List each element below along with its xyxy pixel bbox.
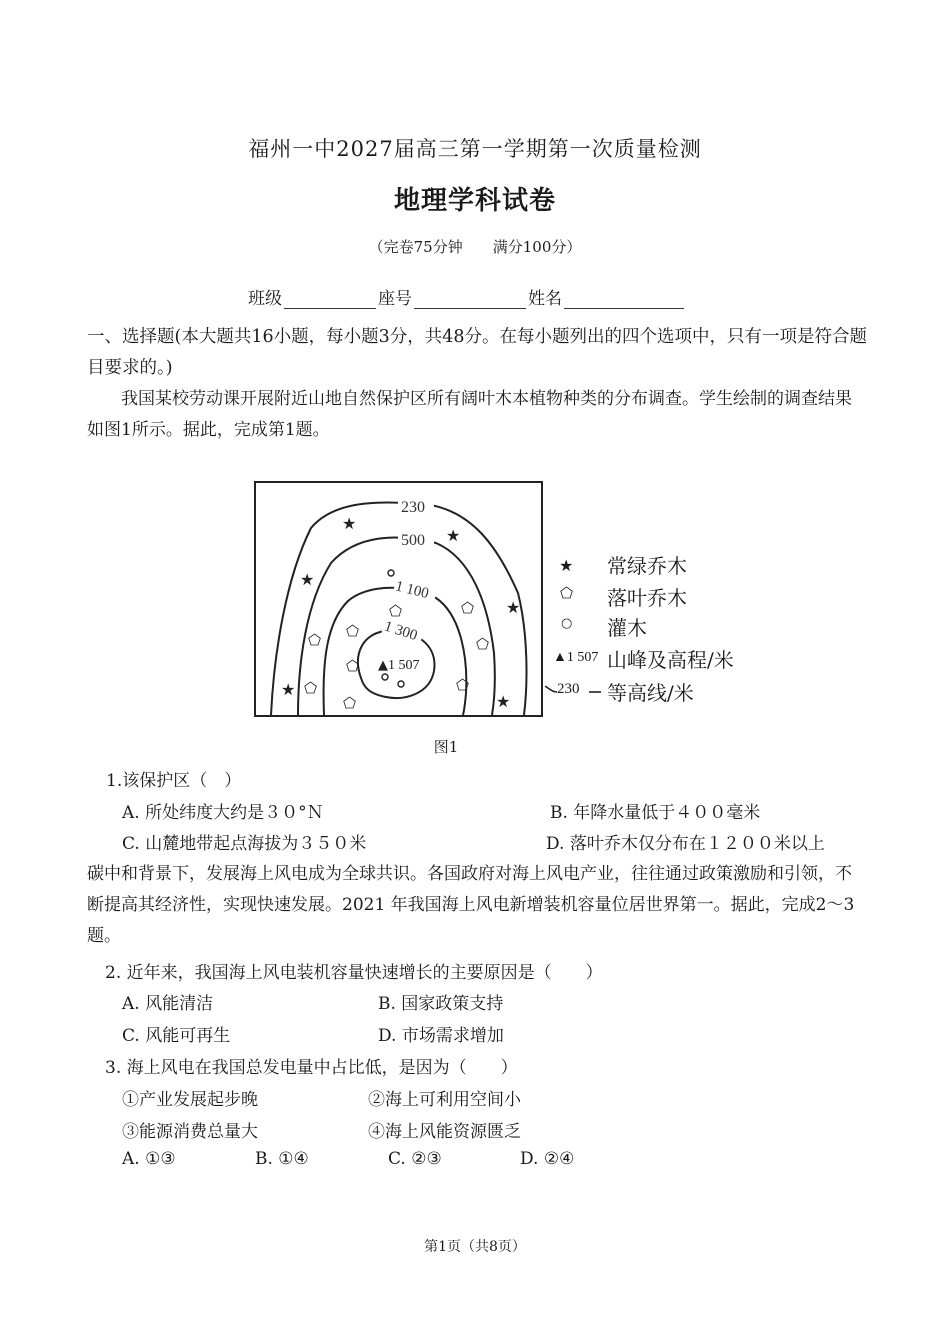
deciduous-marker: ⬠ <box>461 599 475 617</box>
map-legend <box>545 550 765 710</box>
legend-label-deciduous: 落叶乔木 <box>607 586 687 610</box>
student-info-row <box>248 284 686 309</box>
deciduous-marker: ⬠ <box>343 694 357 712</box>
deciduous-marker: ⬠ <box>304 679 318 697</box>
shrub-marker <box>398 681 404 687</box>
q3-option-d[interactable]: D. ②④ <box>520 1149 575 1169</box>
deciduous-marker: ⬠ <box>456 676 470 694</box>
shrub-marker <box>382 674 388 680</box>
q3-item-4: ④海上风能资源匮乏 <box>368 1122 521 1142</box>
peak-triangle: ▲ <box>378 658 388 673</box>
q1-option-a[interactable]: A. 所处纬度大约是３０°Ｎ <box>122 803 324 823</box>
q1-option-b[interactable]: B. 年降水量低于４００毫米 <box>550 803 761 823</box>
q3-stem: 3. 海上风电在我国总发电量中占比低，是因为（ ） <box>105 1058 518 1078</box>
shrub-marker <box>388 570 394 576</box>
subject-title: 地理学科试卷 <box>393 186 556 216</box>
legend-item-evergreen <box>559 552 573 576</box>
legend-label-peak: 山峰及高程/米 <box>607 648 734 672</box>
seat-field[interactable] <box>414 290 526 309</box>
seat-label: 座号 <box>378 289 412 309</box>
q3-option-a[interactable]: A. ①③ <box>122 1149 176 1169</box>
q3-item-2: ②海上可利用空间小 <box>368 1090 521 1110</box>
q2-option-b[interactable]: B. 国家政策支持 <box>378 994 504 1014</box>
deciduous-markers <box>304 599 489 712</box>
contour-label-500: 500 <box>401 532 425 549</box>
deciduous-marker: ⬠ <box>346 622 360 640</box>
exam-title: 福州一中2027届高三第一学期第一次质量检测 <box>248 137 702 161</box>
name-label: 姓名 <box>528 289 562 309</box>
star-icon: ★ <box>559 556 574 575</box>
deciduous-marker: ⬠ <box>308 631 322 649</box>
name-field[interactable] <box>564 290 684 309</box>
peak-icon: ▲1 507 <box>553 650 599 665</box>
q2-option-a[interactable]: A. 风能清洁 <box>122 994 214 1014</box>
evergreen-marker: ★ <box>342 514 357 533</box>
contour-line-icon: 230 <box>545 680 601 700</box>
class-field[interactable] <box>284 290 376 309</box>
class-label: 班级 <box>248 289 282 309</box>
passage-1: 我国某校劳动课开展附近山地自然保护区所有阔叶木本植物种类的分布调查。学生绘制的调查结果如图1所示。据此，完成第1题。 <box>87 389 852 440</box>
q2-option-c[interactable]: C. 风能可再生 <box>122 1026 231 1046</box>
q1-option-d[interactable]: D. 落叶乔木仅分布在１２００米以上 <box>546 834 825 854</box>
peak-elevation: 1 507 <box>388 658 420 673</box>
circle-icon: ○ <box>561 616 573 631</box>
pentagon-icon: ⬠ <box>560 584 574 602</box>
legend-label-contour: 等高线/米 <box>607 681 694 705</box>
deciduous-marker: ⬠ <box>476 635 490 653</box>
legend-label-shrub: 灌木 <box>607 616 647 640</box>
page-footer: 第1页（共8页） <box>424 1239 526 1255</box>
contour-label-1300: 1 300 <box>382 618 420 645</box>
legend-label-evergreen: 常绿乔木 <box>607 554 687 578</box>
q3-option-b[interactable]: B. ①④ <box>255 1149 309 1169</box>
evergreen-marker: ★ <box>281 680 296 699</box>
exam-info: （完卷75分钟 满分100分） <box>368 238 582 256</box>
evergreen-marker: ★ <box>300 570 315 589</box>
q3-option-c[interactable]: C. ②③ <box>388 1149 442 1169</box>
q3-item-1: ①产业发展起步晚 <box>122 1090 258 1110</box>
deciduous-marker: ⬠ <box>389 602 403 620</box>
contour-map <box>254 481 543 717</box>
deciduous-marker: ⬠ <box>346 657 360 675</box>
q2-option-d[interactable]: D. 市场需求增加 <box>378 1026 504 1046</box>
evergreen-marker: ★ <box>506 598 521 617</box>
evergreen-marker: ★ <box>446 526 461 545</box>
figure-caption: 图1 <box>433 738 459 756</box>
q1-stem: 1.该保护区（ ） <box>106 771 242 791</box>
contour-label-230: 230 <box>401 499 425 516</box>
section-one-heading: 一、选择题(本大题共16小题，每小题3分，共48分。在每小题列出的四个选项中，只有一项是符合题目要求的。) <box>87 327 867 378</box>
contour-map-svg <box>256 483 541 715</box>
q1-option-c[interactable]: C. 山麓地带起点海拔为３５０米 <box>122 834 367 854</box>
evergreen-marker: ★ <box>496 692 511 711</box>
contour-label-1100: 1 100 <box>393 578 431 603</box>
q2-stem: 2. 近年来，我国海上风电装机容量快速增长的主要原因是（ ） <box>105 963 603 983</box>
q3-item-3: ③能源消费总量大 <box>122 1122 258 1142</box>
passage-2: 碳中和背景下，发展海上风电成为全球共识。各国政府对海上风电产业，往往通过政策激励和引领，不断提高其经济性，实现快速发展。2021 年我国海上风电新增装机容量位居世界第一。据此，完成2～3题。 <box>87 864 855 946</box>
